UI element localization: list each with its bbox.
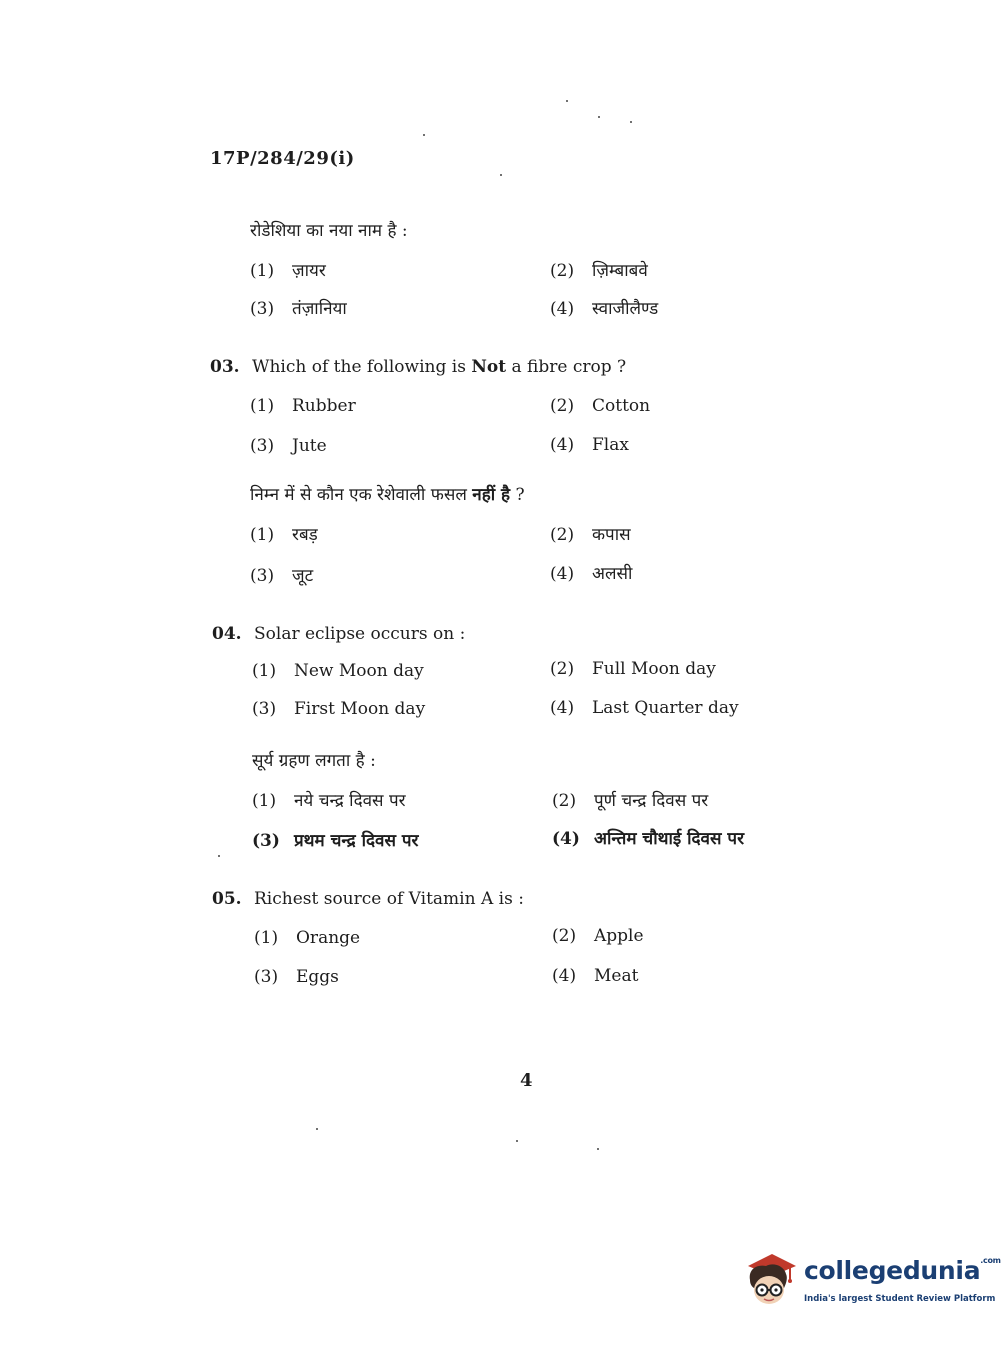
q04-number: 04. <box>212 624 242 644</box>
q05-option-2: (2) Apple <box>552 926 644 946</box>
q02-hindi-text: रोडेशिया का नया नाम है : <box>250 221 408 241</box>
q05-text: Richest source of Vitamin A is : <box>254 889 524 909</box>
student-mascot-icon <box>742 1250 800 1312</box>
q05-option-3: (3) Eggs <box>254 967 339 987</box>
page-number: 4 <box>520 1070 533 1091</box>
q02-hindi-option-2: (2) ज़िम्बाबवे <box>550 261 648 281</box>
scan-speck <box>218 855 220 857</box>
q02-hindi-option-3: (3) तंज़ानिया <box>250 299 347 319</box>
scan-speck <box>598 116 600 118</box>
q05-number: 05. <box>212 889 242 909</box>
q03-hindi-option-3: (3) जूट <box>250 566 314 586</box>
q03-text: Which of the following is Not a fibre crop ? <box>252 357 627 377</box>
q04-hindi-option-1: (1) नये चन्द्र दिवस पर <box>252 791 406 811</box>
q05-option-4: (4) Meat <box>552 966 639 986</box>
scan-speck <box>500 174 502 176</box>
q03-number: 03. <box>210 357 240 377</box>
scan-speck <box>566 100 568 102</box>
q03-hindi-text: निम्न में से कौन एक रेशेवाली फसल नहीं है ? <box>250 485 525 505</box>
paper-code: 17P/284/29(i) <box>210 148 355 169</box>
q03-hindi-option-4: (4) अलसी <box>550 564 633 584</box>
q05-option-1: (1) Orange <box>254 928 361 948</box>
q03-hindi-option-1: (1) रबड़ <box>250 525 318 545</box>
scan-speck <box>316 1128 318 1130</box>
q03-option-1: (1) Rubber <box>250 396 356 416</box>
q03-option-2: (2) Cotton <box>550 396 651 416</box>
logo-wordmark: collegedunia$^{.com}$ <box>804 1256 1001 1285</box>
q03-hindi-option-2: (2) कपास <box>550 525 631 545</box>
scan-speck <box>423 134 425 136</box>
q04-text: Solar eclipse occurs on : <box>254 624 466 644</box>
scan-speck <box>597 1148 599 1150</box>
scan-speck <box>516 1140 518 1142</box>
q02-hindi-option-4: (4) स्वाजीलैण्ड <box>550 299 659 319</box>
q04-option-4: (4) Last Quarter day <box>550 698 739 718</box>
q03-option-4: (4) Flax <box>550 435 629 455</box>
q03-option-3: (3) Jute <box>250 436 327 456</box>
q04-hindi-option-4: (4) अन्तिम चौथाई दिवस पर <box>552 829 745 849</box>
q02-hindi-option-1: (1) ज़ायर <box>250 261 326 281</box>
q04-option-3: (3) First Moon day <box>252 699 426 719</box>
q04-hindi-text: सूर्य ग्रहण लगता है : <box>252 751 376 771</box>
scan-speck <box>630 121 632 123</box>
collegedunia-logo[interactable] <box>742 1248 1001 1320</box>
q04-option-1: (1) New Moon day <box>252 661 424 681</box>
q04-hindi-option-2: (2) पूर्ण चन्द्र दिवस पर <box>552 791 709 811</box>
q04-option-2: (2) Full Moon day <box>550 659 716 679</box>
q04-hindi-option-3: (3) प्रथम चन्द्र दिवस पर <box>252 831 419 851</box>
logo-tagline: India's largest Student Review Platform <box>804 1294 996 1304</box>
